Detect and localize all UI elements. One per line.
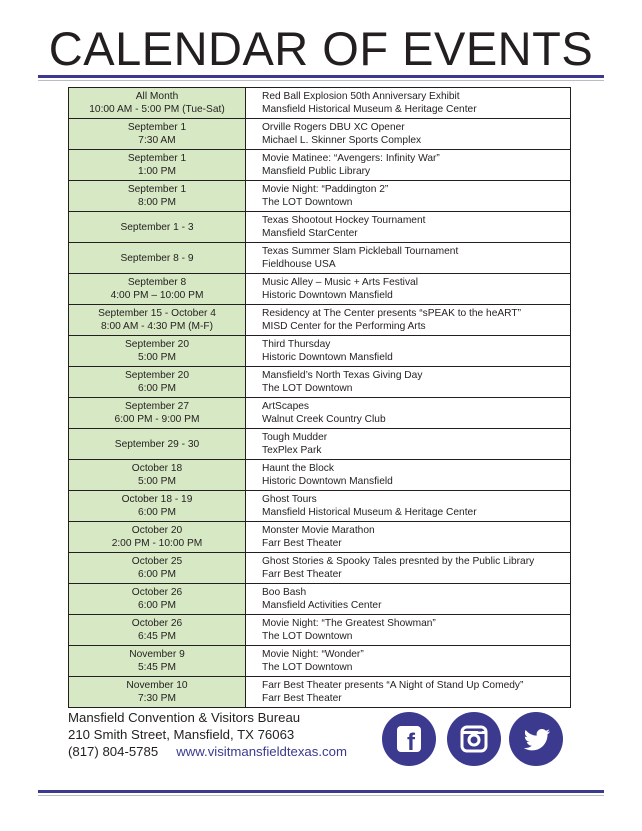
event-venue: Farr Best Theater: [262, 569, 342, 580]
event-row: [69, 336, 571, 367]
event-details-cell: [246, 615, 571, 646]
event-time: 4:00 PM – 10:00 PM: [110, 290, 204, 301]
event-time: 5:00 PM: [138, 476, 176, 487]
event-venue: Historic Downtown Mansfield: [262, 290, 393, 301]
event-name: Orville Rogers DBU XC Opener: [262, 122, 405, 133]
twitter-button[interactable]: [509, 712, 563, 766]
event-name: Ghost Stories & Spooky Tales presnted by the Public Library: [262, 556, 535, 567]
event-name: Texas Shootout Hockey Tournament: [262, 215, 426, 226]
event-time: 8:00 AM - 4:30 PM (M-F): [100, 321, 214, 332]
event-date-cell: [69, 212, 246, 243]
event-details-cell: [246, 336, 571, 367]
event-details-cell: [246, 460, 571, 491]
event-date-cell: [69, 491, 246, 522]
event-venue: The LOT Downtown: [262, 631, 353, 642]
event-date: October 26: [131, 618, 183, 629]
contact-info: [68, 709, 347, 760]
event-name: Haunt the Block: [262, 463, 334, 474]
event-row: [69, 522, 571, 553]
event-details-cell: [246, 305, 571, 336]
event-date: September 20: [125, 339, 189, 350]
event-date-cell: [69, 460, 246, 491]
event-details-cell: [246, 367, 571, 398]
event-time: 5:00 PM: [138, 352, 176, 363]
event-row: [69, 429, 571, 460]
event-time: 10:00 AM - 5:00 PM (Tue-Sat): [89, 104, 225, 115]
event-row: [69, 615, 571, 646]
instagram-icon: [447, 712, 501, 766]
event-name: Residency at The Center presents “sPEAK to the heART”: [262, 308, 521, 319]
event-date-cell: [69, 553, 246, 584]
event-date-cell: [69, 429, 246, 460]
event-details-cell: [246, 646, 571, 677]
event-date: September 8: [127, 277, 187, 288]
event-details-cell: [246, 88, 571, 119]
event-date: September 1: [127, 122, 187, 133]
event-venue: The LOT Downtown: [262, 662, 353, 673]
event-name: Monster Movie Marathon: [262, 525, 375, 536]
event-row: [69, 553, 571, 584]
event-name: Movie Night: “Paddington 2”: [262, 184, 389, 195]
event-name: Tough Mudder: [262, 432, 328, 443]
event-row: [69, 584, 571, 615]
event-venue: MISD Center for the Performing Arts: [262, 321, 426, 332]
event-date-cell: [69, 615, 246, 646]
facebook-glyph: f: [407, 729, 415, 756]
event-row: [69, 181, 571, 212]
event-date: October 18 - 19: [121, 494, 193, 505]
event-date: October 18: [131, 463, 183, 474]
event-details-cell: [246, 274, 571, 305]
event-date: October 26: [131, 587, 183, 598]
footer-rule: [38, 790, 604, 796]
event-date: September 20: [125, 370, 189, 381]
event-row: [69, 243, 571, 274]
event-row: [69, 150, 571, 181]
event-row: [69, 491, 571, 522]
event-name: Music Alley – Music + Arts Festival: [262, 277, 418, 288]
event-venue: Farr Best Theater: [262, 693, 342, 704]
event-time: 6:00 PM: [138, 600, 176, 611]
event-venue: Mansfield Historical Museum & Heritage Center: [262, 104, 477, 115]
event-time: 7:30 AM: [138, 135, 176, 146]
event-time: 2:00 PM - 10:00 PM: [111, 538, 203, 549]
page-title: CALENDAR OF EVENTS: [48, 22, 594, 75]
event-name: Mansfield’s North Texas Giving Day: [262, 370, 423, 381]
event-date: November 9: [129, 649, 185, 660]
event-row: [69, 119, 571, 150]
event-date-cell: [69, 181, 246, 212]
event-date-cell: [69, 398, 246, 429]
event-date-cell: [69, 677, 246, 708]
event-time: 1:00 PM: [138, 166, 176, 177]
event-date-cell: [69, 88, 246, 119]
event-name: ArtScapes: [262, 401, 309, 412]
event-details-cell: [246, 119, 571, 150]
event-row: [69, 274, 571, 305]
event-time: 6:00 PM - 9:00 PM: [114, 414, 200, 425]
event-details-cell: [246, 522, 571, 553]
event-date: September 1: [127, 153, 187, 164]
event-venue: Mansfield Activities Center: [262, 600, 382, 611]
event-venue: Mansfield Public Library: [262, 166, 371, 177]
event-date: All Month: [135, 91, 179, 102]
event-date-cell: [69, 119, 246, 150]
event-date: September 8 - 9: [120, 252, 194, 264]
facebook-button[interactable]: [382, 712, 436, 766]
event-row: [69, 305, 571, 336]
event-venue: The LOT Downtown: [262, 383, 353, 394]
event-name: Texas Summer Slam Pickleball Tournament: [262, 246, 459, 257]
event-date-cell: [69, 243, 246, 274]
event-details-cell: [246, 677, 571, 708]
event-name: Farr Best Theater presents “A Night of Stand Up Comedy”: [262, 680, 524, 691]
event-date-cell: [69, 522, 246, 553]
facebook-icon: [382, 712, 436, 766]
event-venue: TexPlex Park: [262, 445, 322, 456]
event-date: September 29 - 30: [114, 438, 200, 450]
phone-number: (817) 804-5785: [68, 744, 159, 759]
event-date: September 15 - October 4: [98, 308, 216, 319]
address: 210 Smith Street, Mansfield, TX 76063: [68, 727, 295, 742]
event-name: Ghost Tours: [262, 494, 317, 505]
event-row: [69, 398, 571, 429]
event-details-cell: [246, 243, 571, 274]
event-venue: The LOT Downtown: [262, 197, 353, 208]
event-row: [69, 460, 571, 491]
twitter-icon: [509, 712, 563, 766]
event-name: Movie Night: “The Greatest Showman”: [262, 618, 436, 629]
event-date: November 10: [126, 680, 188, 691]
event-row: [69, 367, 571, 398]
events-table: [68, 87, 571, 708]
event-time: 7:30 PM: [138, 693, 176, 704]
event-details-cell: [246, 584, 571, 615]
event-date: October 25: [131, 556, 183, 567]
event-date: October 20: [131, 525, 183, 536]
event-time: 6:00 PM: [138, 383, 176, 394]
event-date-cell: [69, 305, 246, 336]
event-name: Red Ball Explosion 50th Anniversary Exhibit: [262, 91, 460, 102]
event-venue: Historic Downtown Mansfield: [262, 476, 393, 487]
event-time: 6:00 PM: [138, 507, 176, 518]
event-date-cell: [69, 646, 246, 677]
organization-name: Mansfield Convention & Visitors Bureau: [68, 710, 301, 725]
event-row: [69, 212, 571, 243]
event-name: Movie Night: “Wonder”: [262, 649, 364, 660]
event-time: 6:45 PM: [138, 631, 176, 642]
event-venue: Fieldhouse USA: [262, 259, 336, 270]
event-venue: Farr Best Theater: [262, 538, 342, 549]
event-details-cell: [246, 553, 571, 584]
event-row: [69, 646, 571, 677]
event-venue: Mansfield StarCenter: [262, 228, 358, 239]
event-details-cell: [246, 212, 571, 243]
instagram-button[interactable]: [447, 712, 501, 766]
event-date: September 1 - 3: [120, 221, 194, 233]
event-venue: Walnut Creek Country Club: [262, 414, 386, 425]
event-time: 8:00 PM: [138, 197, 176, 208]
event-name: Boo Bash: [262, 587, 307, 598]
event-row: [69, 88, 571, 119]
event-details-cell: [246, 181, 571, 212]
event-venue: Historic Downtown Mansfield: [262, 352, 393, 363]
event-name: Movie Matinee: “Avengers: Infinity War”: [262, 153, 440, 164]
event-date: September 1: [127, 184, 187, 195]
event-date-cell: [69, 336, 246, 367]
event-time: 5:45 PM: [138, 662, 176, 673]
event-date-cell: [69, 367, 246, 398]
event-time: 6:00 PM: [138, 569, 176, 580]
event-details-cell: [246, 491, 571, 522]
event-details-cell: [246, 429, 571, 460]
website-link[interactable]: www.visitmansfieldtexas.com: [176, 744, 347, 759]
header-rule: [38, 75, 604, 81]
event-details-cell: [246, 398, 571, 429]
event-date-cell: [69, 274, 246, 305]
event-venue: Mansfield Historical Museum & Heritage Center: [262, 507, 477, 518]
event-date: September 27: [125, 401, 189, 412]
event-date-cell: [69, 584, 246, 615]
event-name: Third Thursday: [262, 339, 331, 350]
event-date-cell: [69, 150, 246, 181]
event-row: [69, 677, 571, 708]
event-details-cell: [246, 150, 571, 181]
event-venue: Michael L. Skinner Sports Complex: [262, 135, 422, 146]
